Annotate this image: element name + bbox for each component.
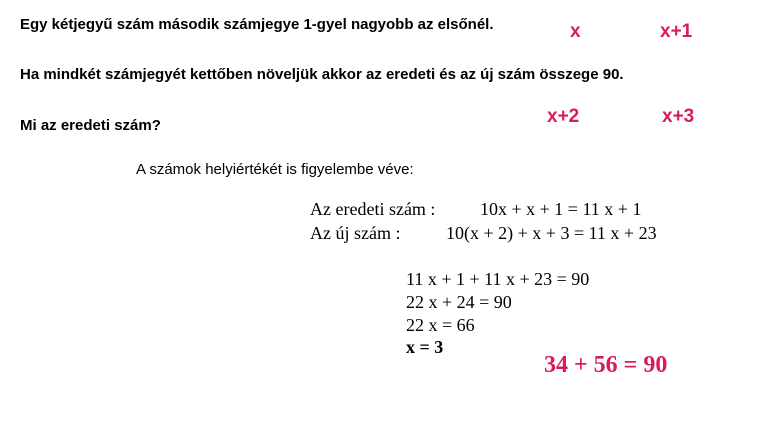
original-number-formula: 10x + x + 1 = 11 x + 1 — [480, 199, 642, 219]
solution-step-1: 11 x + 1 + 11 x + 23 = 90 — [406, 269, 590, 289]
label-x-plus-3: x+3 — [662, 106, 695, 127]
problem-line-2: Ha mindkét számjegyét kettőben növeljük akkor az eredeti és az új szám összege 90. — [20, 66, 624, 83]
original-number-label: Az eredeti szám : — [310, 199, 436, 219]
final-result: 34 + 56 = 90 — [544, 352, 668, 378]
label-x: x — [570, 21, 581, 42]
solution-answer: x = 3 — [406, 337, 444, 357]
new-number-label: Az új szám : — [310, 223, 401, 243]
solution-step-3: 22 x = 66 — [406, 315, 475, 335]
new-number-formula: 10(x + 2) + x + 3 = 11 x + 23 — [446, 223, 657, 243]
place-value-note: A számok helyiértékét is figyelembe véve: — [136, 161, 414, 178]
problem-line-1: Egy kétjegyű szám második számjegye 1-gyel nagyobb az elsőnél. — [20, 16, 494, 33]
label-x-plus-1: x+1 — [660, 21, 693, 42]
label-x-plus-2: x+2 — [547, 106, 580, 127]
solution-step-2: 22 x + 24 = 90 — [406, 292, 512, 312]
problem-question: Mi az eredeti szám? — [20, 117, 161, 134]
